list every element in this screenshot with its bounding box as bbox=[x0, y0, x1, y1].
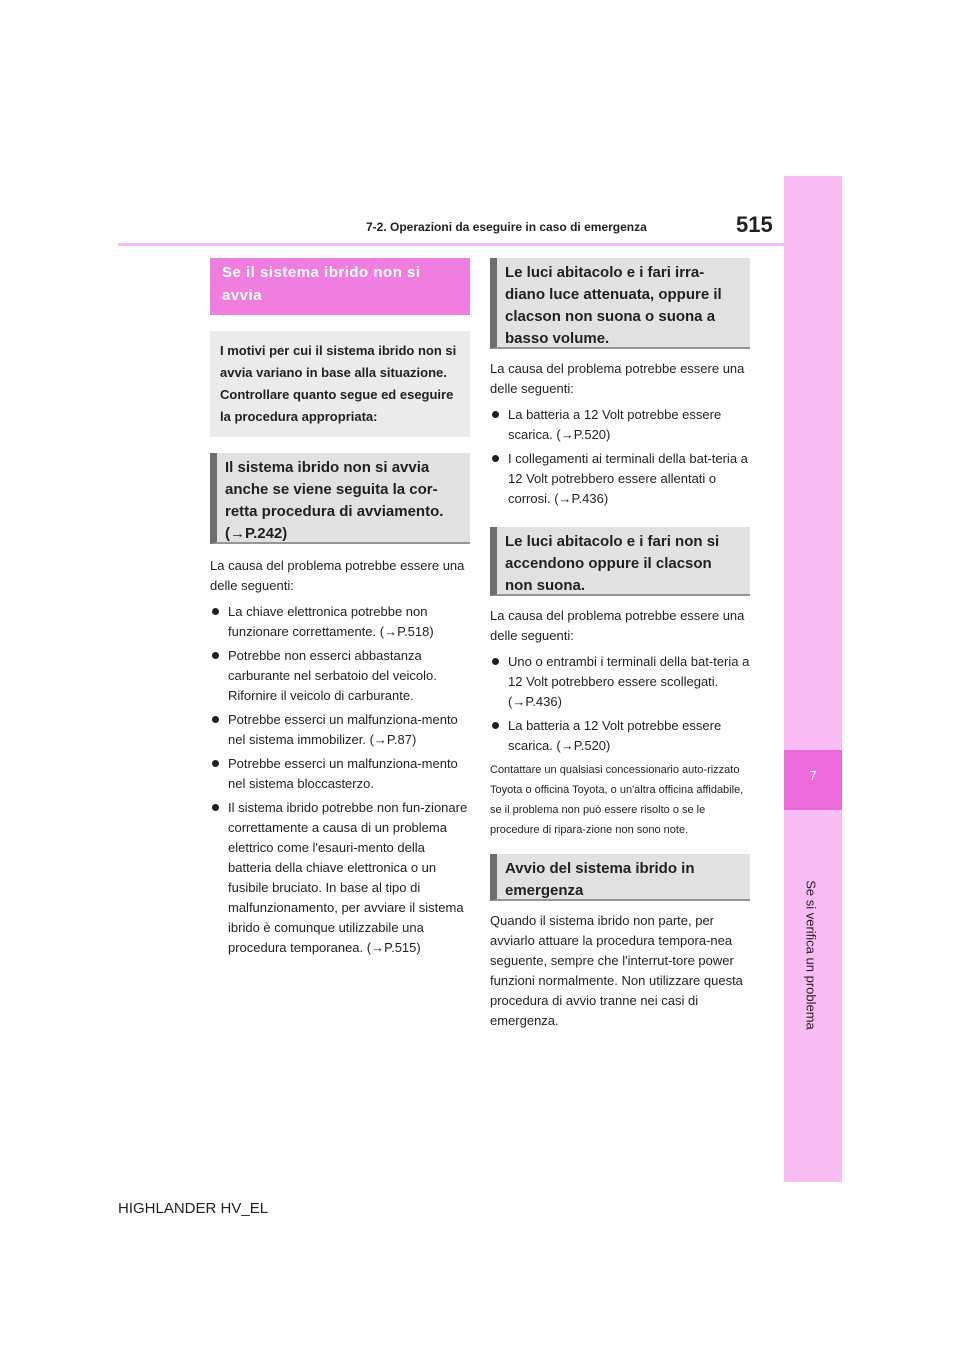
main-heading: Se il sistema ibrido non si avvia bbox=[210, 258, 470, 315]
left-column bbox=[210, 258, 470, 962]
section-title: 7-2. Operazioni da eseguire in caso di emergenza bbox=[366, 220, 647, 234]
chapter-side-tab bbox=[784, 176, 842, 1182]
list-item-text: La batteria a 12 Volt potrebbe essere scarica. (→P.520) bbox=[508, 407, 722, 442]
intro-box: I motivi per cui il sistema ibrido non si avvia variano in base alla situazione. Controllare quanto segue ed eseguire la procedura appropriata: bbox=[210, 331, 470, 437]
sub-heading: Il sistema ibrido non si avvia anche se viene seguita la cor-retta procedura di avviamento. (→P.242) bbox=[210, 453, 470, 544]
list-item-text: Potrebbe esserci un malfunziona-mento nel sistema bloccasterzo. bbox=[228, 756, 458, 791]
footer-model: HIGHLANDER HV_EL bbox=[118, 1200, 269, 1217]
list-item-text: Uno o entrambi i terminali della bat-teria a 12 Volt potrebbero essere scollegati. (→P.436) bbox=[508, 654, 750, 709]
dealer-note: Contattare un qualsiasi concessionario auto-rizzato Toyota o officina Toyota, o un'altra officina affidabile, se il problema non può essere risolto o se le procedure di ripara-zione non sono note. bbox=[490, 764, 744, 836]
heading-dim-lights: Le luci abitacolo e i fari irra-diano luce attenuata, oppure il clacson non suona o suona a basso volume. bbox=[490, 258, 750, 349]
bullet-icon bbox=[212, 716, 219, 723]
cause-list-1 bbox=[490, 405, 750, 509]
list-item bbox=[490, 405, 750, 445]
list-item bbox=[490, 449, 750, 509]
chapter-title: Se si verifica un problema bbox=[803, 880, 819, 1030]
bullet-icon bbox=[212, 804, 219, 811]
list-item bbox=[210, 798, 470, 958]
cause-paragraph-1: La causa del problema potrebbe essere una delle seguenti: bbox=[490, 361, 745, 396]
heading-emergency-start: Avvio del sistema ibrido in emergenza bbox=[490, 854, 750, 901]
page-number: 515 bbox=[736, 212, 773, 237]
list-item bbox=[210, 646, 470, 706]
list-item-text: La batteria a 12 Volt potrebbe essere scarica. (→P.520) bbox=[508, 718, 722, 753]
list-item bbox=[490, 716, 750, 756]
bullet-icon bbox=[212, 760, 219, 767]
chapter-number: 7 bbox=[809, 768, 817, 783]
list-item bbox=[210, 710, 470, 750]
list-item-text: Potrebbe non esserci abbastanza carburante nel serbatoio del veicolo. Rifornire il veicolo di carburante. bbox=[228, 648, 437, 703]
list-item bbox=[210, 602, 470, 642]
list-item-text: Potrebbe esserci un malfunziona-mento nel sistema immobilizer. (→P.87) bbox=[228, 712, 458, 747]
list-item bbox=[210, 754, 470, 794]
list-item-text: La chiave elettronica potrebbe non funzionare correttamente. (→P.518) bbox=[228, 604, 434, 639]
bullet-icon bbox=[492, 658, 499, 665]
bullet-icon bbox=[212, 608, 219, 615]
bullet-icon bbox=[492, 455, 499, 462]
bullet-icon bbox=[492, 722, 499, 729]
cause-paragraph: La causa del problema potrebbe essere una delle seguenti: bbox=[210, 558, 465, 593]
cause-list-2 bbox=[490, 652, 750, 756]
heading-no-lights: Le luci abitacolo e i fari non si accendono oppure il clacson non suona. bbox=[490, 527, 750, 596]
right-column bbox=[490, 258, 750, 1031]
bullet-icon bbox=[492, 411, 499, 418]
cause-paragraph-2: La causa del problema potrebbe essere una delle seguenti: bbox=[490, 608, 745, 643]
list-item-text: I collegamenti ai terminali della bat-teria a 12 Volt potrebbero essere allentati o corrosi. (→P.436) bbox=[508, 451, 748, 506]
bullet-icon bbox=[212, 652, 219, 659]
cause-list bbox=[210, 602, 470, 958]
emergency-paragraph: Quando il sistema ibrido non parte, per avviarlo attuare la procedura tempora-nea seguente, sempre che l'interrut-tore power funzioni normalmente. Non utilizzare questa procedura di avvio tranne nei casi di emergenza. bbox=[490, 913, 743, 1028]
header-rule bbox=[118, 243, 784, 246]
list-item-text: Il sistema ibrido potrebbe non fun-zionare correttamente a causa di un problema elettrico come l'esauri-mento della batteria della chiave elettronica o un fusibile bruciato. In base al tipo di malfunzionamento, per avviare il sistema ibrido è comunque utilizzabile una procedura temporanea. (→P.515) bbox=[228, 800, 468, 955]
list-item bbox=[490, 652, 750, 712]
